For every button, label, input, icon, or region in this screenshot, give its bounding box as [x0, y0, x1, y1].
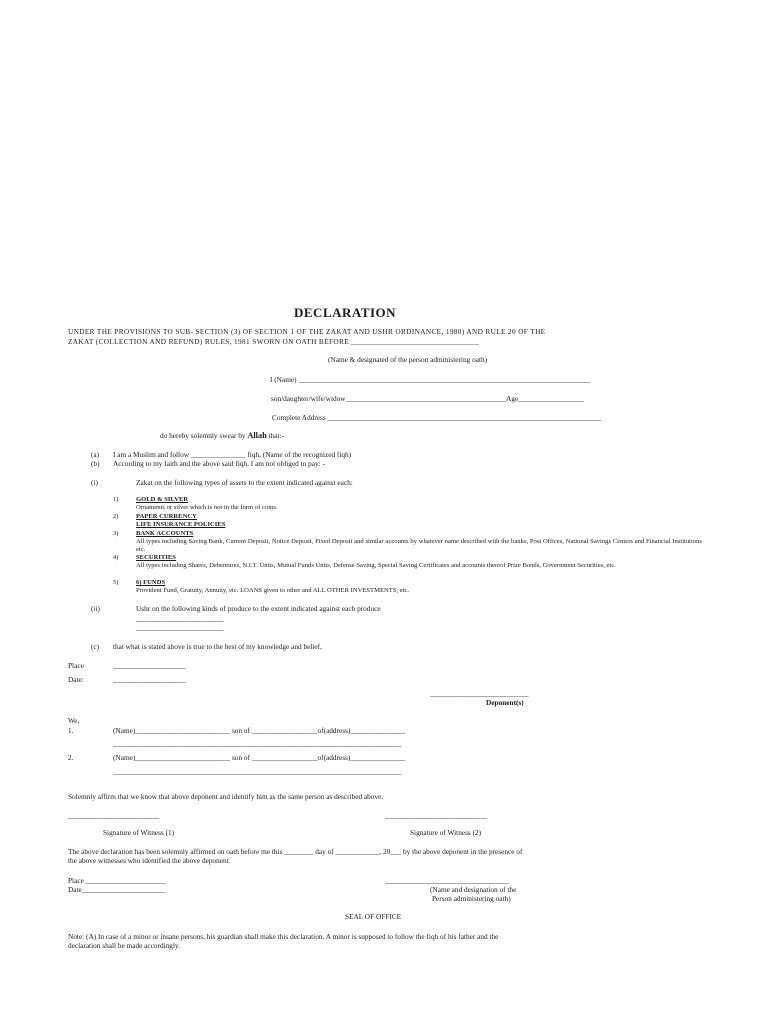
- affirm-statement: Solemnly affirm that we know that above deponent and identify him as the same person as described above.: [68, 792, 384, 801]
- asset-description: All types including Shares, Debentures, N.I.T. Units, Mutual Funds Units, Defense Saving, Special Saving Certificates and accounts thereof Prize Bonds, Government Securities, etc.: [136, 562, 616, 569]
- intro-line-2: ZAKAT (COLLECTION AND REFUND) RULES, 1981 SWORN ON OATH BEFORE ________________________________: [68, 337, 480, 346]
- place-label: Place: [68, 661, 84, 670]
- asset-heading: 6) FUNDS: [136, 579, 166, 586]
- allah-word: Allah: [247, 431, 267, 440]
- witness-1-number: 1.: [68, 726, 74, 735]
- asset-number: 1): [113, 496, 119, 503]
- witness-1-signature-label: Signature of Witness (1): [103, 828, 175, 837]
- administering-officer-note: (Name & designated of the person administering oath): [328, 355, 488, 364]
- bottom-place-field[interactable]: Place ______________________: [68, 876, 166, 885]
- clause-ii-text: Ushr on the following kinds of produce to the extent indicated against each produce: [136, 604, 381, 613]
- asset-heading: PAPER CURRENCY: [136, 513, 197, 520]
- witness-2-row[interactable]: (Name)__________________________ son of __________________of(address)_______________: [113, 753, 406, 762]
- date-field[interactable]: ____________________: [113, 675, 186, 684]
- asset-heading: SECURITIES: [136, 554, 176, 561]
- asset-description: Provident Fund, Gratuity, Annuity, etc. LOANS given to other and ALL OTHER INVESTMENTS, etc.: [136, 587, 410, 594]
- witness-2-signature-label: Signature of Witness (2): [410, 828, 482, 837]
- asset-heading: LIFE INSURANCE POLICIES: [136, 521, 226, 528]
- witness-2-signature-line[interactable]: ____________________________: [385, 811, 488, 820]
- witness-1-address-cont[interactable]: _______________________________________________________________________________: [113, 739, 402, 748]
- date-label: Date:: [68, 675, 84, 684]
- intro-line-1: UNDER THE PROVISIONS TO SUB- SECTION (3) OF SECTION 1 OF THE ZAKAT AND USHR ORDINANCE, 1980) AND RULE 20 OF THE: [68, 327, 546, 336]
- deponent-signature-line[interactable]: ___________________________: [430, 689, 529, 698]
- deponent-label: Deponent(s): [486, 698, 524, 707]
- officer-signature-line[interactable]: __________________________________: [385, 876, 510, 885]
- asset-number: 2): [113, 513, 119, 520]
- swear-prefix: do hereby solemnly swear by: [160, 431, 248, 440]
- witness-1-signature-line[interactable]: _________________________: [68, 811, 160, 820]
- clause-a-label: (a): [91, 450, 100, 459]
- asset-number: 4): [113, 554, 119, 561]
- note-line-2: declaration shall be made accordingly.: [68, 941, 180, 950]
- officer-label-1: (Name and designation of the: [430, 885, 517, 894]
- bottom-date-field[interactable]: Date_______________________: [68, 885, 166, 894]
- clause-b-label: (b): [91, 459, 100, 468]
- witness-2-number: 2.: [68, 753, 74, 762]
- clause-b-text: According to my faith and the above said fiqh, I am not obliged to pay: -: [113, 459, 325, 468]
- asset-description: All types including Saving Bank, Current Deposit, Notice Deposit, Fixed Deposit and similar accounts by whatever name described with the banks, Post Offices, National Savings Centers and Financial Institutions etc.: [136, 538, 702, 554]
- witness-2-address-cont[interactable]: _______________________________________________________________________________: [113, 767, 402, 776]
- name-field[interactable]: I (Name) ________________________________________________________________________________: [270, 375, 591, 384]
- produce-line-1[interactable]: ________________________: [136, 614, 224, 623]
- clause-c-label: (c): [91, 642, 100, 651]
- witness-1-row[interactable]: (Name)__________________________ son of __________________of(address)_______________: [113, 726, 406, 735]
- clause-i-text: Zakat on the following types of assets to the extent indicated against each:: [136, 478, 353, 487]
- affirmed-line-2: the above witnesses who identified the above deponent.: [68, 856, 231, 865]
- seal-of-office: SEAL OF OFFICE: [345, 912, 402, 921]
- officer-label-2: Person administering oath): [432, 894, 511, 903]
- page-title: DECLARATION: [294, 305, 397, 320]
- asset-number: 3): [113, 530, 119, 537]
- address-field[interactable]: Complete Address ___________________________________________________________________________: [272, 413, 602, 422]
- asset-heading: GOLD & SILVER: [136, 496, 189, 503]
- clause-ii-label: (ii): [91, 604, 100, 613]
- asset-description: Ornaments or silver which is not in the form of coins.: [136, 504, 278, 511]
- affirmed-line-1: The above declaration has been solemnly affirmed on oath before me this ________ day of ____________, 20___ by the above deponent in the presence of: [68, 847, 523, 856]
- clause-i-label: (i): [91, 478, 98, 487]
- asset-heading: BANK ACCOUNTS: [136, 530, 194, 537]
- we-label: We,: [68, 716, 80, 725]
- asset-number: 5): [113, 579, 119, 586]
- produce-line-2[interactable]: ________________________: [136, 623, 224, 632]
- place-field[interactable]: ____________________: [113, 661, 186, 670]
- clause-c-text: that what is stated above is true to the best of my knowledge and belief,: [113, 642, 322, 651]
- relation-age-field[interactable]: son/daughter/wife/widow____________________________________________Age__________________: [271, 394, 584, 403]
- swear-statement: [160, 431, 284, 440]
- swear-suffix: that:-: [266, 431, 284, 440]
- note-line-1: Note: (A) In case of a minor or insane persons, his guardian shall make this declaration. A minor is supposed to follow the fiqh of his father and the: [68, 932, 499, 941]
- clause-a-text: I am a Muslim and follow _______________ fiqh, (Name of the recognized fiqh): [113, 450, 352, 459]
